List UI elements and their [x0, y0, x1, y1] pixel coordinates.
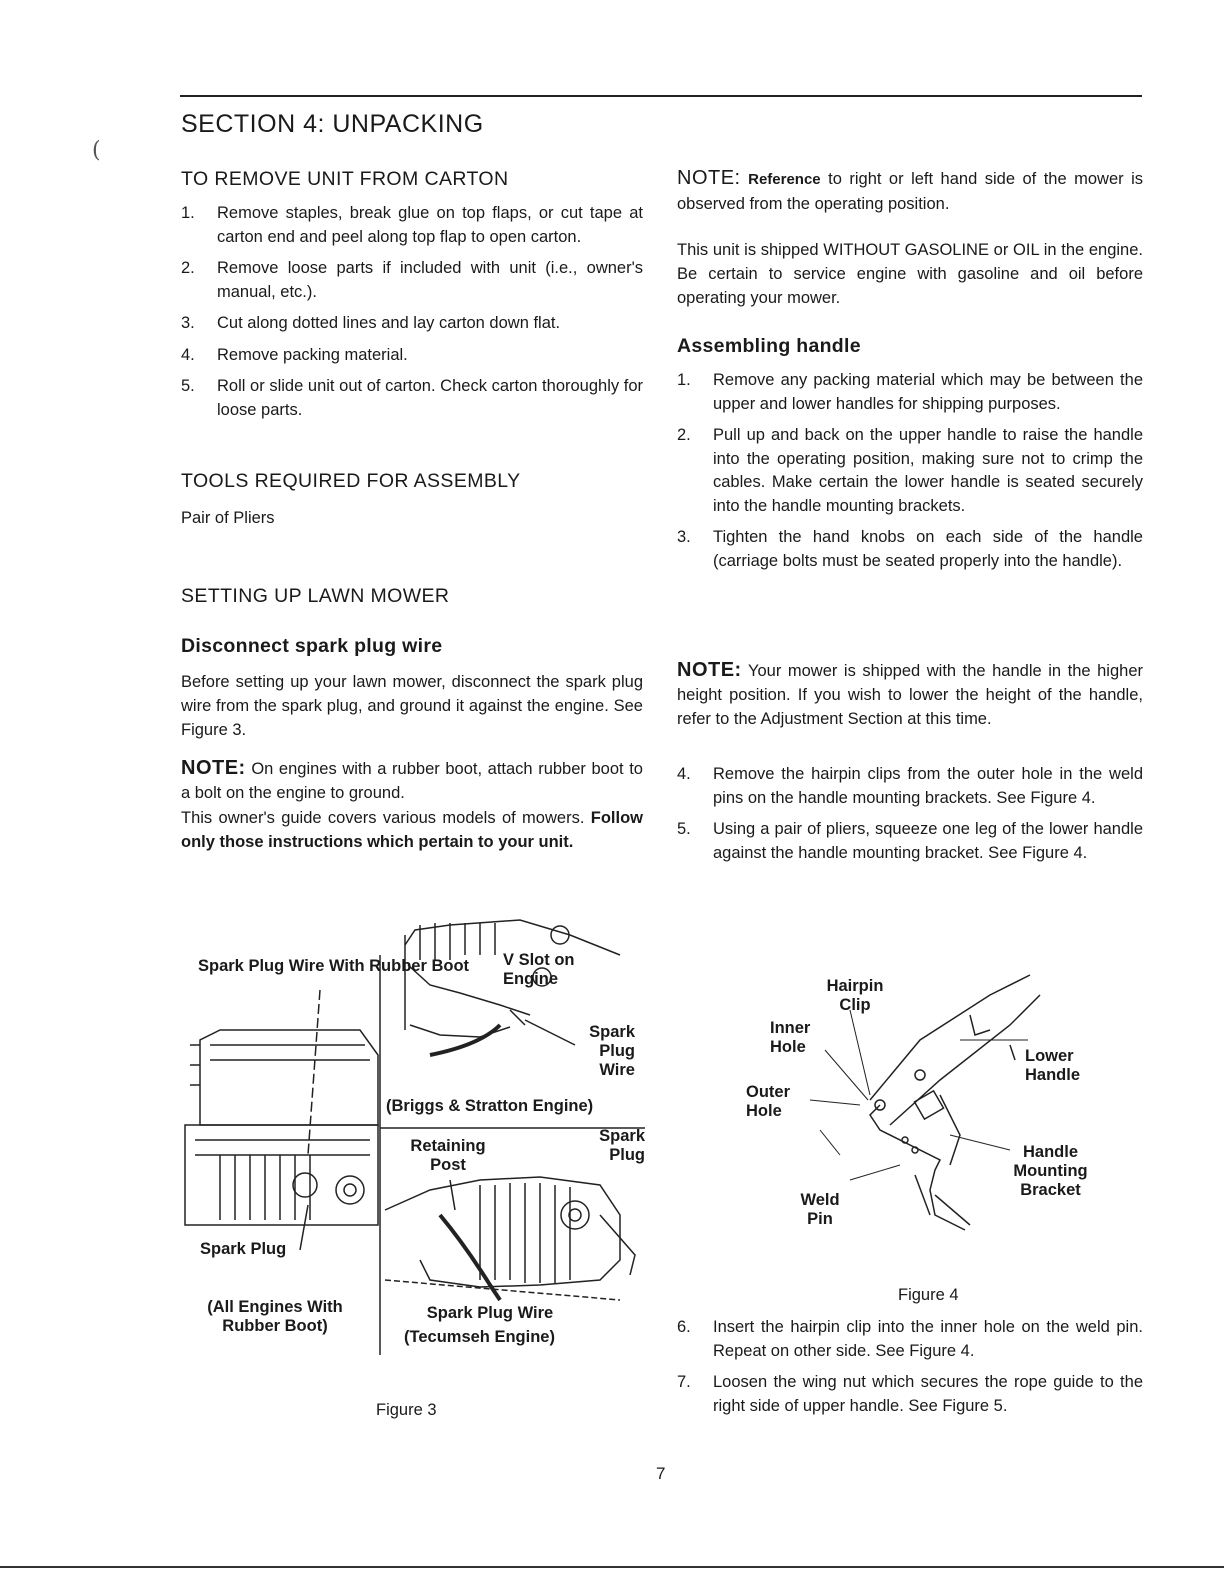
remove-steps-list — [181, 202, 643, 430]
label-spark-plug-wire-bottom: Spark Plug Wire — [426, 1304, 554, 1322]
tools-text: Pair of Pliers — [181, 509, 275, 527]
step-item — [677, 1316, 1143, 1363]
step-text: Roll or slide unit out of carton. Check carton thoroughly for loose parts. — [217, 377, 643, 419]
tools-heading: TOOLS REQUIRED FOR ASSEMBLY — [181, 470, 521, 492]
page-number: 7 — [656, 1464, 666, 1483]
step-number: 1. — [181, 204, 195, 222]
figure-3-caption: Figure 3 — [376, 1401, 437, 1419]
note2-label: NOTE: — [677, 659, 742, 681]
footer-rule — [0, 1566, 1224, 1568]
remove-heading: TO REMOVE UNIT FROM CARTON — [181, 168, 509, 190]
step-number: 2. — [677, 426, 691, 444]
step-text: Remove the hairpin clips from the outer hole in the weld pins on the handle mounting brackets. See Figure 4. — [713, 765, 1143, 807]
step-text: Pull up and back on the upper handle to raise the handle into the operating position, making sure not to crimp the cables. Make certain the lower handle is seated securely into the handle mounting brackets. — [713, 426, 1143, 515]
note1-paragraph — [677, 166, 1143, 216]
section-title: SECTION 4: UNPACKING — [181, 110, 484, 138]
label-outer-hole: Outer Hole — [746, 1083, 791, 1120]
step-number: 3. — [181, 314, 195, 332]
step-text: Remove staples, break glue on top flaps, or cut tape at carton end and peel along top flap to open carton. — [217, 204, 643, 246]
margin-scan-mark: ( — [92, 138, 101, 163]
guide-bold-text: Follow only those instructions which pertain to your unit. — [181, 809, 643, 851]
engine-boot-drawing — [185, 990, 378, 1250]
note-text: On engines with a rubber boot, attach rubber boot to a bolt on the engine to ground. — [181, 760, 643, 802]
step-item — [677, 818, 1143, 865]
step-number: 6. — [677, 1318, 691, 1336]
label-spark-plug-left: Spark Plug — [200, 1240, 287, 1258]
step-item — [677, 763, 1143, 810]
guide-text: This owner's guide covers various models of mowers. — [181, 809, 591, 827]
assemble-steps-list-b — [677, 763, 1143, 873]
step-number: 5. — [677, 820, 691, 838]
figure-4-leader-lines — [810, 1010, 1028, 1180]
label-spark-plug-right: Spark Plug — [599, 1127, 645, 1164]
figure-3-illustration — [180, 915, 650, 1435]
label-weld-pin: Weld Pin — [800, 1191, 840, 1228]
step-item — [677, 424, 1143, 518]
step-item — [181, 202, 643, 249]
setup-heading: SETTING UP LAWN MOWER — [181, 585, 450, 607]
step-item — [677, 1371, 1143, 1418]
figure-4-caption: Figure 4 — [898, 1286, 959, 1304]
label-all-engines: (All Engines With Rubber Boot) — [207, 1298, 343, 1335]
step-text: Insert the hairpin clip into the inner hole on the weld pin. Repeat on other side. See Figure 4. — [713, 1318, 1143, 1360]
label-briggs: (Briggs & Stratton Engine) — [386, 1097, 594, 1115]
step-item — [677, 526, 1143, 573]
label-lower-handle: Lower Handle — [1025, 1047, 1081, 1084]
assemble-steps-list-c — [677, 1316, 1143, 1426]
step-item — [181, 375, 643, 422]
step-text: Cut along dotted lines and lay carton down flat. — [217, 314, 561, 332]
label-wire-boot: Spark Plug Wire With Rubber Boot — [198, 957, 470, 975]
step-item — [181, 312, 643, 336]
step-number: 3. — [677, 528, 691, 546]
step-number: 4. — [181, 345, 195, 364]
label-handle-mounting-bracket: Handle Mounting Bracket — [1013, 1143, 1088, 1199]
note1-bold: Reference — [748, 171, 821, 188]
step-text: Remove loose parts if included with unit (i.e., owner's manual, etc.). — [217, 259, 643, 301]
step-item — [181, 344, 643, 368]
step-number: 4. — [677, 765, 691, 783]
note-label: NOTE: — [181, 757, 246, 779]
guide-paragraph — [181, 806, 643, 854]
step-number: 5. — [181, 377, 195, 395]
figure-4 — [740, 955, 1120, 1315]
tecumseh-engine-drawing — [385, 1177, 635, 1300]
assemble-steps-list-a — [677, 369, 1143, 581]
step-text: Remove any packing material which may be between the upper and lower handles for shipping purposes. — [713, 371, 1143, 413]
label-inner-hole: Inner Hole — [770, 1019, 811, 1056]
label-retaining-post: Retaining Post — [410, 1137, 486, 1174]
figure-3 — [180, 915, 650, 1435]
label-v-slot: V Slot on Engine — [503, 951, 575, 988]
step-text: Remove packing material. — [217, 345, 408, 364]
step-number: 7. — [677, 1373, 691, 1391]
note2-paragraph — [677, 658, 1143, 731]
step-item — [181, 257, 643, 304]
step-text: Loosen the wing nut which secures the rope guide to the right side of upper handle. See Figure 5. — [713, 1373, 1143, 1415]
assembling-heading: Assembling handle — [677, 335, 861, 357]
note1-text: to right or left hand side of the mower is observed from the operating position. — [677, 170, 1143, 213]
label-tecumseh: (Tecumseh Engine) — [404, 1328, 555, 1346]
step-item — [677, 369, 1143, 416]
label-spark-plug-wire-top: Spark Plug Wire — [589, 1023, 635, 1079]
disconnect-text: Before setting up your lawn mower, disconnect the spark plug wire from the spark plug, and ground it against the engine. See Figure 3. — [181, 673, 643, 739]
step-number: 2. — [181, 259, 195, 277]
step-text: Using a pair of pliers, squeeze one leg of the lower handle against the handle mounting bracket. See Figure 4. — [713, 820, 1143, 862]
disconnect-heading: Disconnect spark plug wire — [181, 635, 443, 657]
note-paragraph — [181, 756, 643, 805]
note2-text: Your mower is shipped with the handle in the higher height position. If you wish to lower the height of the handle, refer to the Adjustment Section at this time. — [677, 662, 1143, 728]
note1-label: NOTE: — [677, 167, 741, 189]
label-hairpin-clip: Hairpin Clip — [826, 977, 884, 1014]
header-rule — [180, 95, 1142, 97]
shipped-text: This unit is shipped WITHOUT GASOLINE or OIL in the engine. Be certain to service engine with gasoline and oil before operating your mower. — [677, 241, 1143, 307]
step-number: 1. — [677, 371, 691, 389]
step-text: Tighten the hand knobs on each side of the handle (carriage bolts must be seated properly into the handle). — [713, 528, 1143, 570]
